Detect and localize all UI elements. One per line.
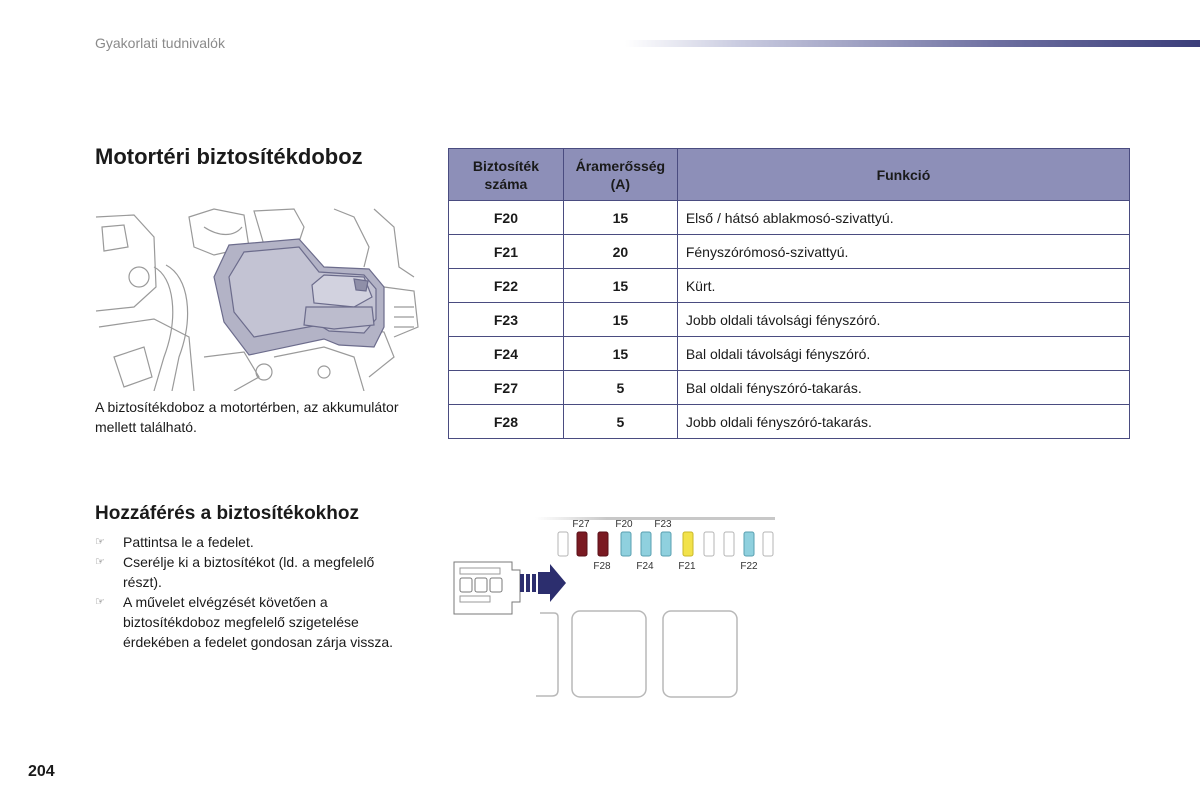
fuse-function: Első / hátsó ablakmosó-szivattyú. — [677, 201, 1129, 235]
table-row — [449, 235, 1130, 269]
fuse-number: F20 — [449, 201, 564, 235]
fuse-amperage: 15 — [563, 201, 677, 235]
step-text: A művelet elvégzését követően a biztosítékdoboz megfelelő szigetelése érdekében a fedelet gondosan zárja vissza. — [123, 594, 394, 650]
fuse-f23 — [661, 532, 671, 556]
relay-outline — [536, 613, 558, 696]
fuse-f28 — [598, 532, 608, 556]
table-row — [449, 201, 1130, 235]
pointing-hand-icon: ☞ — [95, 596, 105, 608]
fuse-number: F23 — [449, 303, 564, 337]
pointer-arrow-icon — [520, 564, 566, 602]
fuse-amperage: 15 — [563, 303, 677, 337]
fuse-amperage: 15 — [563, 337, 677, 371]
access-title: Hozzáférés a biztosítékokhoz — [95, 503, 359, 524]
fuse-label-bottom: F28 — [593, 561, 611, 572]
header-bar — [625, 40, 1200, 47]
table-row — [449, 371, 1130, 405]
fuse-label-top: F23 — [654, 519, 672, 530]
fuse-label-top: F27 — [572, 519, 590, 530]
fuse-f21 — [683, 532, 693, 556]
fuse-function: Bal oldali távolsági fényszóró. — [677, 337, 1129, 371]
pointing-hand-icon: ☞ — [95, 556, 105, 568]
fuse-label-bottom: F24 — [636, 561, 654, 572]
fuse-function: Fényszórómosó-szivattyú. — [677, 235, 1129, 269]
fuse-slot — [558, 532, 568, 556]
list-item — [95, 592, 395, 652]
fuse-f27 — [577, 532, 587, 556]
relay-outline — [572, 611, 646, 697]
engine-caption: A biztosítékdoboz a motortérben, az akkumulátor mellett található. — [95, 399, 399, 435]
fuse-amperage: 5 — [563, 405, 677, 439]
table-row — [449, 303, 1130, 337]
fuse-label-top: F20 — [615, 519, 633, 530]
fuse-slot — [763, 532, 773, 556]
fuse-number: F21 — [449, 235, 564, 269]
fuse-f20 — [621, 532, 631, 556]
table-row — [449, 337, 1130, 371]
fuse-slot — [704, 532, 714, 556]
relay-outline — [663, 611, 737, 697]
fuse-number: F28 — [449, 405, 564, 439]
header-fuse-number: Biztosíték száma — [449, 149, 564, 201]
fuse-amperage: 20 — [563, 235, 677, 269]
pointing-hand-icon: ☞ — [95, 536, 105, 548]
engine-bay-illustration — [94, 207, 420, 391]
fuse-label-bottom: F22 — [740, 561, 758, 572]
fuse-function: Jobb oldali fényszóró-takarás. — [677, 405, 1129, 439]
fuse-number: F22 — [449, 269, 564, 303]
fuse-slot — [724, 532, 734, 556]
fuse-f22 — [744, 532, 754, 556]
table-row — [449, 405, 1130, 439]
fuse-number: F27 — [449, 371, 564, 405]
fuse-amperage: 5 — [563, 371, 677, 405]
section-header: Gyakorlati tudnivalók — [95, 35, 225, 51]
fuse-table — [448, 148, 1130, 439]
header-function: Funkció — [677, 149, 1129, 201]
fuse-function: Bal oldali fényszóró-takarás. — [677, 371, 1129, 405]
page-number: 204 — [28, 763, 55, 780]
step-text: Cserélje ki a biztosítékot (ld. a megfelelő részt). — [123, 554, 375, 590]
fuse-table-header-row — [449, 149, 1130, 201]
header-amperage: Áramerősség (A) — [563, 149, 677, 201]
fuse-function: Kürt. — [677, 269, 1129, 303]
fuse-number: F24 — [449, 337, 564, 371]
fuse-label-bottom: F21 — [678, 561, 696, 572]
list-item — [95, 552, 395, 592]
access-steps-list — [95, 532, 395, 652]
fuse-box-locator — [454, 562, 520, 614]
step-text: Pattintsa le a fedelet. — [123, 534, 254, 550]
page-title: Motortéri biztosítékdoboz — [95, 144, 363, 169]
list-item — [95, 532, 395, 552]
fuse-layout-diagram — [450, 510, 780, 705]
fuse-amperage: 15 — [563, 269, 677, 303]
fuse-f24 — [641, 532, 651, 556]
table-row — [449, 269, 1130, 303]
fuse-function: Jobb oldali távolsági fényszóró. — [677, 303, 1129, 337]
